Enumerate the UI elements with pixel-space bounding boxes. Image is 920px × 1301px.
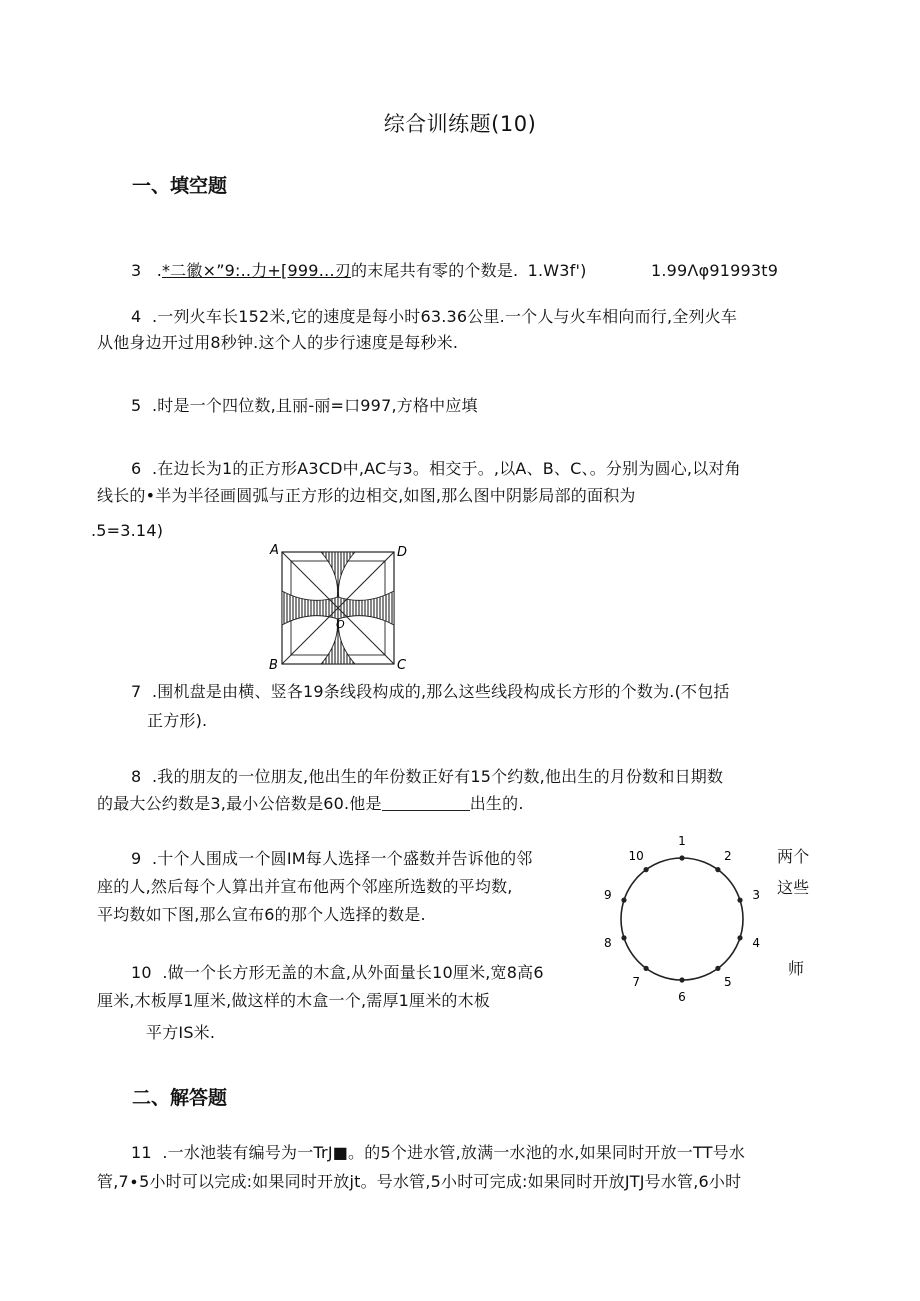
q9-side-text-1: 两个	[777, 847, 810, 866]
circle-point-7	[644, 966, 649, 971]
circle-point-1	[679, 855, 684, 860]
q9-line-1: 9 .十个人围成一个圆IM每人选择一个盛数并告诉他的邻	[131, 849, 533, 868]
q3-dot: .	[156, 261, 162, 280]
q6-line-1: 6 .在边长为1的正方形A3CD中,AC与3。相交于。,以A、B、C、。分别为圆心,以对角	[131, 459, 741, 478]
circle-ring	[621, 858, 743, 980]
circle-label-5: 5	[723, 975, 732, 990]
circle-point-6	[679, 977, 684, 982]
q9-line-2: 座的人,然后每个人算出并宣布他两个邻座所选数的平均数,	[97, 877, 513, 896]
label-c: C	[397, 658, 407, 672]
q10-line-3: 平方IS米.	[146, 1023, 216, 1042]
circle-label-4: 4	[752, 936, 761, 951]
circle-point-9	[621, 898, 626, 903]
circle-average-figure	[600, 832, 770, 1002]
circle-label-3: 3	[752, 887, 761, 902]
q3-text: 的末尾共有零的个数是.	[351, 261, 519, 280]
q3-expression: *二徽×”9:..力+[999…刃	[161, 261, 352, 280]
q6-line-3: .5=3.14)	[91, 521, 164, 540]
q7-line-2: 正方形).	[147, 711, 208, 730]
circle-point-10	[644, 867, 649, 872]
q11-line-1: 11 .一水池装有编号为一TrJ■。的5个进水管,放满一水池的水,如果同时开放一TT号水	[131, 1143, 746, 1162]
question-3	[131, 261, 587, 281]
q3-number: 3	[131, 261, 142, 280]
q8-line-1: 8 .我的朋友的一位朋友,他出生的年份数正好有15个约数,他出生的月份数和日期数	[131, 767, 724, 786]
circle-point-2	[715, 867, 720, 872]
circle-label-9: 9	[603, 887, 612, 902]
circle-label-2: 2	[723, 848, 732, 863]
label-b: B	[269, 658, 278, 672]
section-heading-fill-in: 一、填空题	[132, 175, 228, 197]
q8-line-2-end: 出生的.	[469, 794, 524, 813]
square-arc-figure	[262, 540, 412, 672]
circle-point-5	[715, 966, 720, 971]
label-o: O	[336, 618, 345, 631]
circle-label-10: 10	[628, 848, 644, 863]
section-heading-answer: 二、解答题	[132, 1087, 228, 1109]
q10-line-1: 10 .做一个长方形无盖的木盒,从外面量长10厘米,宽8高6	[131, 963, 544, 982]
q7-line-1: 7 .围机盘是由横、竖各19条线段构成的,那么这些线段构成长方形的个数为.(不包括	[131, 682, 730, 701]
circle-point-8	[621, 935, 626, 940]
page-title: 综合训练题(10)	[383, 112, 537, 136]
q8-answer-blank	[382, 796, 470, 811]
q8-line-2-start: 的最大公约数是3,最小公倍数是60.他是	[97, 794, 382, 813]
q4-line-1: 4 .一列火车长152米,它的速度是每小时63.36公里.一个人与火车相向而行,全列火车	[131, 307, 738, 326]
q11-line-2: 管,7∙5小时可以完成:如果同时开放jt。号水管,5小时可完成:如果同时开放JTJ号水管,6小时	[97, 1172, 742, 1191]
q8-line-2	[97, 794, 524, 814]
q9-side-text-2: 这些	[777, 878, 810, 897]
q10-line-2: 厘米,木板厚1厘米,做这样的木盒一个,需厚1厘米的木板	[97, 991, 491, 1010]
circle-label-1: 1	[678, 834, 686, 848]
circle-point-3	[737, 898, 742, 903]
label-a: A	[270, 543, 279, 558]
q9-line-3: 平均数如下图,那么宣布6的那个人选择的数是.	[97, 905, 426, 924]
circle-label-6: 6	[678, 990, 686, 1002]
label-d: D	[397, 545, 408, 560]
q3-tail-1: 1.W3f')	[527, 261, 587, 280]
circle-label-8: 8	[603, 936, 612, 951]
q3-tail-2: 1.99Λφ91993t9	[651, 261, 779, 280]
circle-point-4	[737, 935, 742, 940]
q9-side-text-3: 师	[788, 959, 805, 978]
circle-label-7: 7	[632, 975, 641, 990]
q5-line-1: 5 .时是一个四位数,且丽-丽=口997,方格中应填	[131, 396, 478, 415]
q4-line-2: 从他身边开过用8秒钟.这个人的步行速度是每秒米.	[97, 333, 459, 352]
q6-line-2: 线长的•半为半径画圆弧与正方形的边相交,如图,那么图中阴影局部的面积为	[97, 486, 636, 505]
